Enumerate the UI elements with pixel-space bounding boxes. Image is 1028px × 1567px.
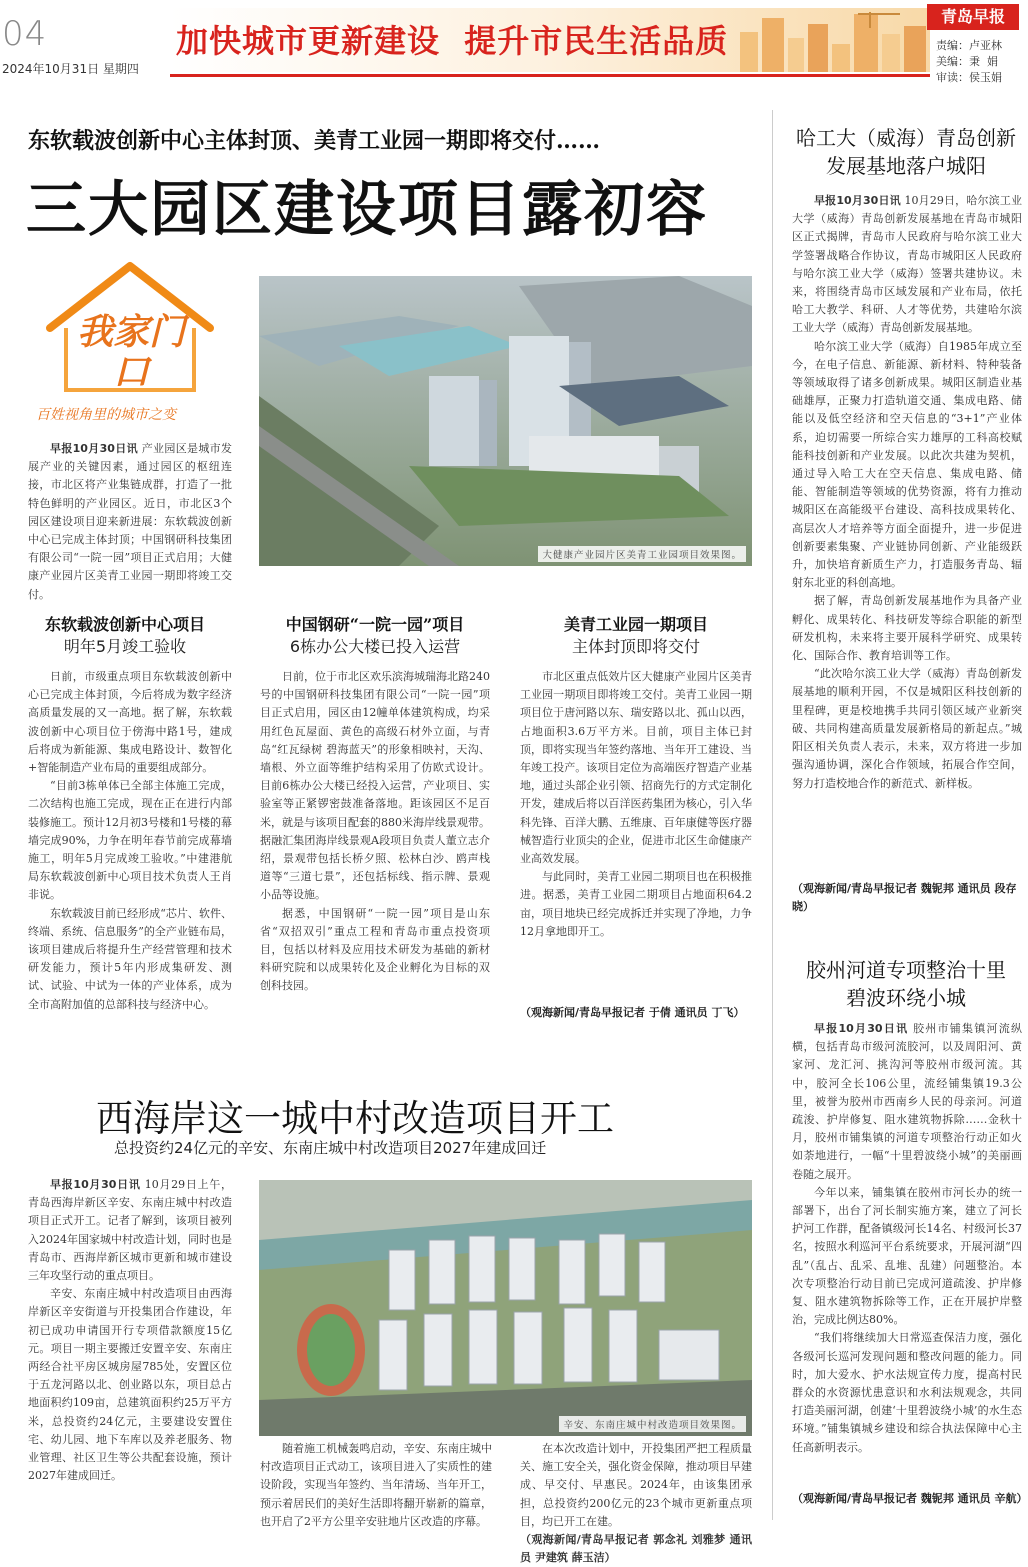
banner-underline <box>170 74 930 77</box>
page-header <box>0 0 1024 86</box>
west-paragraph: 随着施工机械轰鸣启动，辛安、东南庄城中村改造项目正式动工，该项目进入了实质性的建设阶段，实现当年签约、当年清场、当年开工，预示着居民们的美好生活即将翻开崭新的篇章，也开启了2平方公里辛安驻地片区改造的序幕。 <box>260 1442 492 1528</box>
banner-slogan: 加快城市更新建设 提升市民生活品质 <box>176 22 729 60</box>
main-kicker: 东软载波创新中心主体封顶、美青工业园一期即将交付…… <box>28 128 601 154</box>
right-top-headline: 哈工大（威海）青岛创新发展基地落户城阳 <box>796 126 1016 178</box>
issue-date: 2024年10月31日 星期四 <box>2 62 139 76</box>
section1-subtitle: 明年5月竣工验收 <box>63 637 187 656</box>
right-top-paragraph: “此次哈尔滨工业大学（威海）青岛创新发展基地的顺利开园，不仅是城阳区科技创新的里程碑，更是校地携手共同引领区域产业新突破、共同构建高质量发展新格局的新起点。”城阳区相关负责人表示，未来，双方将进一步加强沟通协调，深化合作领域，拓展合作空间，努力打造校地合作的新范式、新样板。 <box>792 667 1022 790</box>
credit-designer: 美编：秉 娟 <box>936 55 998 68</box>
right-bottom-byline: （观海新闻/青岛早报记者 魏铌邦 通讯员 辛航） <box>792 1492 1028 1505</box>
industrial-park-rendering <box>259 276 752 566</box>
west-headline: 西海岸这一城中村改造项目开工 <box>96 1097 614 1140</box>
west-byline: （观海新闻/青岛早报记者 郭念礼 刘雅梦 通讯员 尹建筑 薛玉洁） <box>520 1533 752 1565</box>
right-bottom-paragraph: 胶州市铺集镇河流纵横，包括青岛市级河流胶河，以及周阳河、黄家河、龙汇河、挑沟河等胶州市级河流。其中，胶河全长106公里，流经铺集镇19.3公里，被誉为胶州市西南乡人民的母亲河。河道疏浚、护岸修复、阻水建筑物拆除……金秋十月，胶州市铺集镇的河道专项整治行动正如火如荼地进行，一幅“十里碧波绕小城”的美丽画卷随之展开。 <box>792 1022 1022 1181</box>
section3-subtitle: 主体封顶即将交付 <box>571 637 700 656</box>
main-intro <box>28 440 232 600</box>
section3-paragraph: 与此同时，美青工业园二期项目也在积极推进。据悉，美青工业园二期项目占地面积64.2亩，项目地块已经完成拆迁并实现了净地，力争12月拿地即开工。 <box>520 870 752 938</box>
west-body-col2 <box>260 1440 492 1530</box>
west-subhead: 总投资约24亿元的辛安、东南庄城中村改造项目2027年建成回迁 <box>114 1139 547 1157</box>
section3-title: 美青工业园一期项目 <box>563 615 708 634</box>
west-paragraph: 10月29日上午，青岛西海岸新区辛安、东南庄城中村改造项目正式开工。记者了解到，该项目被列入2024年国家城中村改造计划，同时也是青岛市、西海岸新区城市更新和城市建设三年攻坚行动的重点项目。 <box>28 1178 232 1283</box>
right-bottom-headline: 胶州河道专项整治十里碧波环绕小城 <box>806 958 1006 1010</box>
west-paragraph: 辛安、东南庄城中村改造项目由西海岸新区辛安街道与开投集团合作建设，年初已成功申请国开行专项借款额度15亿元。项目一期主要搬迁安置辛安、东南庄两经合社平房区城房屋785处，安置区位于五龙河路以北、创业路以东，项目总占地面积约109亩，总建筑面积约25万平方米，总投资约24亿元，主要建设安置住宅、幼儿园、地下车库以及养老服务、物业管理、社区卫生等公共配套设施，预计2027年建成回迁。 <box>28 1287 232 1483</box>
right-top-paragraph: 哈尔滨工业大学（威海）自1985年成立至今，在电子信息、新能源、新材料、特种装备等领域取得了诸多创新成果。城阳区制造业基础雄厚，正聚力打造轨道交通、集成电路、储能以及低空经济和空天信息的“3+1”产业体系，迫切需要一所综合实力雄厚的工科高校赋能科技创新和产业发展。以此次共建为契机，通过导入哈工大在空天信息、集成电路、储能、智能制造等领域的优势资源，将有力推动城阳区在高能级平台建设、高科技成果转化、高层次人才培养等方面全面提升，进一步促进创新要素集聚、产业链协同创新、产业能级跃升，加快培育新质生产力，打造服务青岛、辐射东北亚的科创高地。 <box>792 339 1022 590</box>
column-logo-subtitle: 百姓视角里的城市之变 <box>36 407 176 423</box>
section2-subtitle: 6栋办公大楼已投入运营 <box>289 637 461 656</box>
section2-body <box>260 668 490 1044</box>
right-top-body <box>792 192 1022 892</box>
main-photo-caption: 大健康产业园片区美青工业园项目效果图。 <box>538 546 746 562</box>
residential-rendering <box>259 1180 752 1436</box>
west-body-col1 <box>28 1176 232 1530</box>
main-headline: 三大园区建设项目露初容 <box>26 175 708 245</box>
main-intro-text: 产业园区是城市发展产业的关键因素，通过园区的枢纽连接，市北区将产业集链成群，打造了一批特色鲜明的产业园区。近日，市北区3个园区建设项目迎来新进展：东软载波创新中心已完成主体封顶；中国钢研科技集团有限公司“一院一园”项目正式启用；大健康产业园片区美青工业园一期即将竣工交付。 <box>28 442 232 601</box>
west-photo-caption: 辛安、东南庄城中村改造项目效果图。 <box>559 1416 746 1432</box>
section2-paragraph: 据悉，中国钢研“一院一园”项目是山东省“双招双引”重点工程和青岛市重点投资项目，包括以材料及应用技术研发为基础的新材料研究院和以成果转化及企业孵化为目标的双创科技园。 <box>260 906 490 993</box>
right-bottom-lead: 早报10月30日讯 <box>814 1022 909 1035</box>
skyline-icon <box>730 8 930 72</box>
right-column-divider <box>772 110 773 1520</box>
section1-title: 东软载波创新中心项目 <box>44 615 205 634</box>
section1-paragraph: “目前3栋单体已全部主体施工完成，二次结构也施工完成，现在正在进行内部装修施工。预计12月初3号楼和1号楼的幕墙完成90%，力争在明年春节前完成幕墙施工，明年5月完成竣工验收。”中建港航局东软载波创新中心项目技术负责人王肖非说。 <box>28 779 232 902</box>
section1-paragraph: 日前，市级重点项目东软载波创新中心已完成主体封顶，今后将成为数字经济高质量发展的又一高地。据了解，东软载波创新中心项目位于傍海中路1号，建成后将成为新能源、集成电路设计、数智化+智能制造产业布局的重要组成部分。 <box>28 670 232 775</box>
section3-body <box>520 668 752 1002</box>
column-logo-title: 我家门口 <box>76 311 185 393</box>
main-photo <box>259 276 752 566</box>
west-photo <box>259 1180 752 1436</box>
credit-proofreader: 审读：侯玉娟 <box>936 71 1002 84</box>
section1-paragraph: 东软载波目前已经形成“芯片、软件、终端、系统、信息服务”的全产业链布局，该项目建成后将提升生产经营管理和技术研发能力，预计5年内形成集研发、测试、试验、中试为一体的产业体系，成为全市高附加值的总部科技与经济中心。 <box>28 906 232 1011</box>
right-bottom-paragraph: 今年以来，铺集镇在胶州市河长办的统一部署下，出台了河长制实施方案，建立了河长护河工作群，配备镇级河长14名、村级河长37名，按照水利巡河平台系统要求，开展河湖“四乱”（乱占、乱采、乱堆、乱建）问题整治。本次专项整治行动目前已完成河道疏浚、护岸修复、阻水建筑物拆除等工作，正在开展护岸整治，完成比例达80%。 <box>792 1185 1022 1327</box>
right-top-lead: 早报10月30日讯 <box>814 194 901 207</box>
right-bottom-paragraph: “我们将继续加大日常巡查保洁力度，强化各级河长巡河发现问题和整改问题的能力。同时，加大爱水、护水法规宣传力度，提高村民群众的水资源忧患意识和水利法规观念，共同打造美丽河湖，创建‘十里碧波绕小城’的水生态环境。”铺集镇城乡建设和综合执法保障中心主任高新明表示。 <box>792 1331 1022 1454</box>
section1-body <box>28 668 232 1044</box>
right-bottom-body <box>792 1020 1022 1484</box>
west-lead: 早报10月30日讯 <box>50 1178 141 1191</box>
credit-editor: 责编：卢亚林 <box>936 39 1002 52</box>
column-logo <box>30 258 250 428</box>
page-number: 04 <box>2 14 48 54</box>
west-paragraph: 在本次改造计划中，开投集团严把工程质量关、施工安全关，强化资金保障，推动项目早建成、早交付、早惠民。2024年，由该集团承担，总投资约200亿元的23个城市更新重点项目，均已开工在建。 <box>520 1442 752 1528</box>
section3-byline: （观海新闻/青岛早报记者 于倩 通讯员 丁飞） <box>520 1006 745 1019</box>
section3-paragraph: 市北区重点低效片区大健康产业园片区美青工业园一期项目即将竣工交付。美青工业园一期项目位于唐河路以东、瑞安路以北、孤山以西，占地面积3.6万平方米。目前，项目主体已封顶，即将实现当年签约落地、当年开工建设、当年竣工投产。该项目定位为高端医疗智造产业基地，通过头部企业引领、招商先行的方式定制化开发，建成后将以百洋医药集团为核心，引入华科先锋、百洋大鹏、五维康、百年康健等医疗器械智造行业顶尖的企业，促进市北区生命健康产业高效发展。 <box>520 670 752 866</box>
right-top-paragraph: 据了解，青岛创新发展基地作为具备产业孵化、成果转化、科技研发等综合职能的新型研发机构，未来将主要开展科学研究、成果转化、国际合作、教育培训等工作。 <box>792 594 1022 663</box>
section2-paragraph: 日前，位于市北区欢乐滨海城瑞海北路240号的中国钢研科技集团有限公司“一院一园”项目正式启用，园区由12幢单体建筑构成，均采用红色瓦屋面、黄色的高级石材外立面，与青岛“红瓦绿树 碧海蓝天”的形象相映衬，天沟、墙根、外立面等维护结构采用了仿欧式设计。目前6栋办公大楼已经投入运营，产业项目、实验室等正紧锣密鼓准备落地。距该园区不足百米，就是与该项目配套的880米海岸线景观带。据融汇集团海岸线景观A段项目负责人董立志介绍，景观带包括长桥夕照、松林白沙、鸥声栈道等“三道七景”，还包括标线、指示牌、景观小品等设施。 <box>260 670 490 902</box>
main-intro-lead: 早报10月30日讯 <box>50 442 138 455</box>
right-top-paragraph: 10月29日，哈尔滨工业大学（威海）青岛创新发展基地在青岛市城阳区正式揭牌，青岛市人民政府与哈尔滨工业大学签署战略合作协议，青岛市城阳区人民政府与哈尔滨工业大学（威海）签署共建协议。未来，将围绕青岛市区域发展和产业布局，依托哈工大教学、科研、人才等优势，共建哈尔滨工业大学（威海）青岛创新发展基地。 <box>792 194 1022 335</box>
right-top-byline: （观海新闻/青岛早报记者 魏铌邦 通讯员 段存晓） <box>792 882 1017 913</box>
section2-title: 中国钢研“一院一园”项目 <box>285 615 465 634</box>
paper-logo: 青岛早报 <box>927 4 1019 30</box>
west-body-col3 <box>520 1440 752 1565</box>
